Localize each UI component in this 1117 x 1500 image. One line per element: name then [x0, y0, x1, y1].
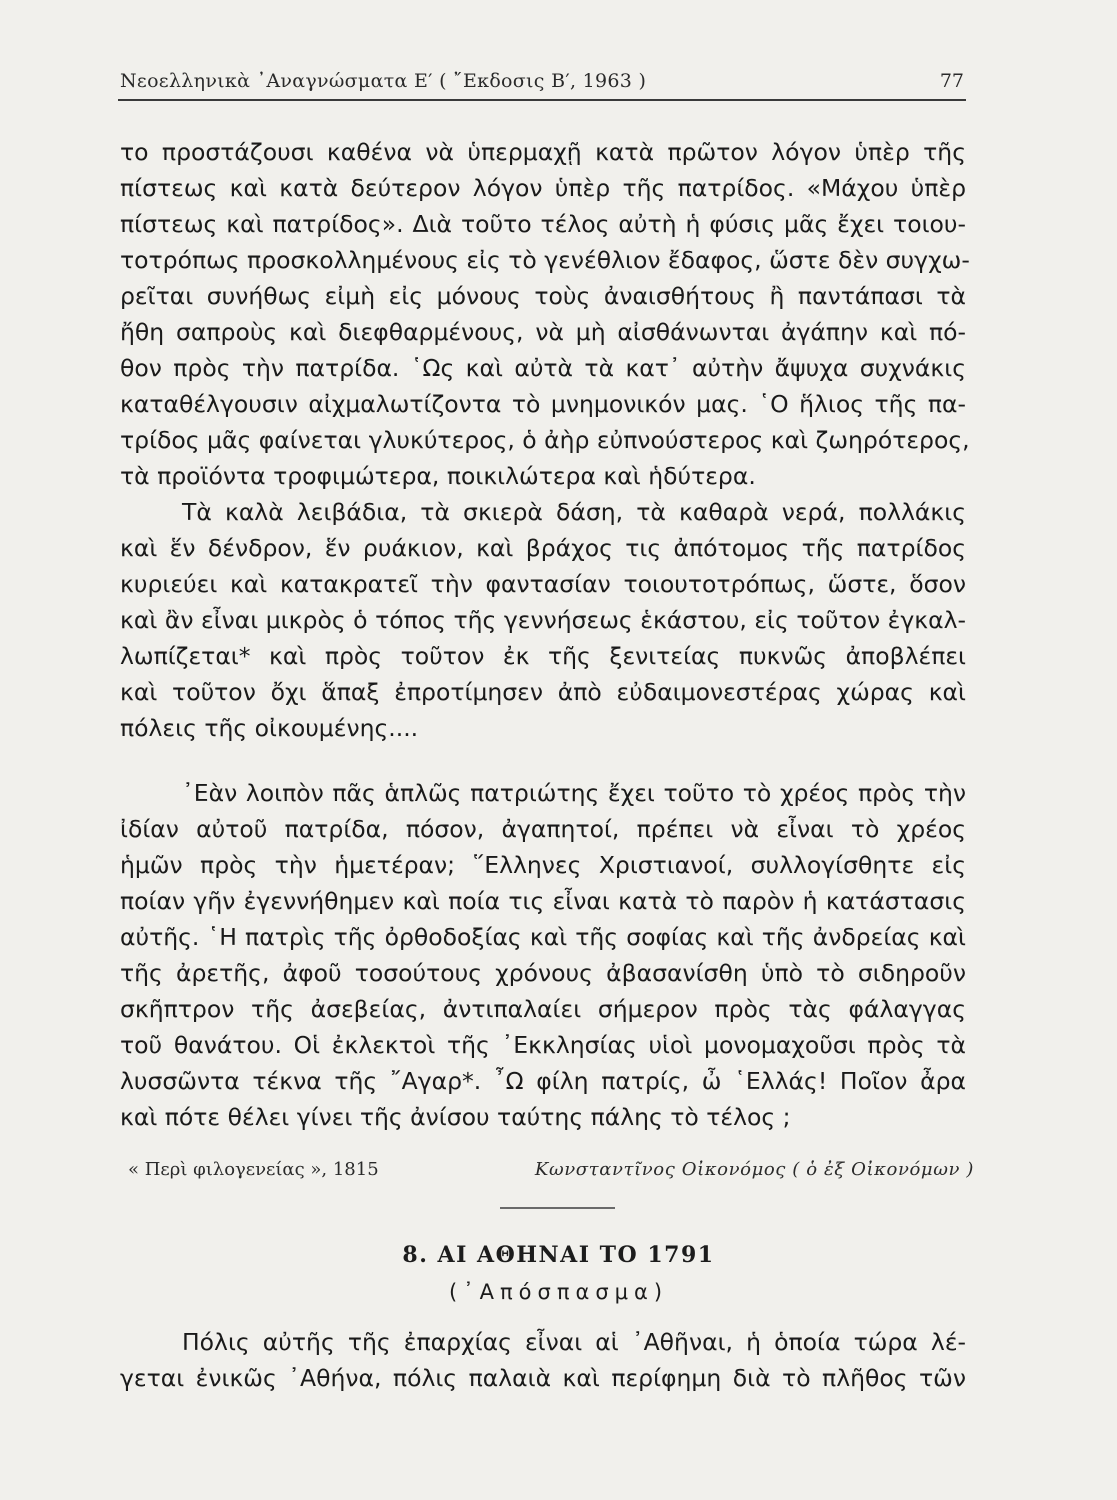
text-line: Πόλις αὐτῆς τῆς ἐπαρχίας εἶναι αἱ ᾿Αθῆναι, ἡ ὁποία τώρα λέ- [182, 1328, 966, 1356]
text-line: καὶ ἂν εἶναι μικρὸς ὁ τόπος τῆς γεννήσεως ἑκάστου, εἰς τοῦτον ἐγκαλ- [120, 606, 966, 634]
text-line: τῆς ἀρετῆς, ἀφοῦ τοσούτους χρόνους ἀβασανίσθη ὑπὸ τὸ σιδηροῦν [120, 959, 966, 987]
text-line: τοῦ θανάτου. Οἱ ἐκλεκτοὶ τῆς ᾿Εκκλησίας υἱοὶ μονομαχοῦσι πρὸς τὰ [120, 1031, 966, 1059]
text-line: καταθέλγουσιν αἰχμαλωτίζοντα τὸ μνημονικόν μας. ῾Ο ἥλιος τῆς πα- [120, 390, 966, 418]
text-line: ἰδίαν αὐτοῦ πατρίδα, πόσον, ἀγαπητοί, πρέπει νὰ εἶναι τὸ χρέος [120, 815, 966, 843]
section-title: 8. ΑΙ ΑΘΗΝΑΙ ΤΟ 1791 [402, 1242, 715, 1268]
text-line: ποίαν γῆν ἐγεννήθημεν καὶ ποία τις εἶναι κατὰ τὸ παρὸν ἡ κατάστασις [120, 887, 966, 915]
text-line: καὶ τοῦτον ὄχι ἅπαξ ἐπροτίμησεν ἀπὸ εὐδαιμονεστέρας χώρας καὶ [120, 678, 966, 706]
text-line: τὰ προϊόντα τροφιμώτερα, ποικιλώτερα καὶ ἡδύτερα. [120, 462, 756, 490]
text-line: λωπίζεται* καὶ πρὸς τοῦτον ἐκ τῆς ξενιτείας πυκνῶς ἀποβλέπει [120, 642, 966, 670]
text-line: θον πρὸς τὴν πατρίδα. ῾Ως καὶ αὐτὰ τὰ κατ᾿ αὐτὴν ἄψυχα συχνάκις [120, 354, 966, 382]
text-line: ἡμῶν πρὸς τὴν ἡμετέραν; ῞Ελληνες Χριστιανοί, συλλογίσθητε εἰς [120, 851, 966, 879]
text-line: καὶ πότε θέλει γίνει τῆς ἀνίσου ταύτης πάλης τὸ τέλος ; [120, 1103, 791, 1131]
text-line: πίστεως καὶ πατρίδος». Διὰ τοῦτο τέλος αὐτὴ ἡ φύσις μᾶς ἔχει τοιου- [120, 210, 966, 238]
text-line: ἤθη σαπροὺς καὶ διεφθαρμένους, νὰ μὴ αἰσθάνωνται ἀγάπην καὶ πό- [120, 318, 966, 346]
text-line: πόλεις τῆς οἰκουμένης.... [120, 714, 419, 742]
running-header [118, 66, 966, 98]
section-divider [500, 1207, 615, 1209]
citation-author: Κωνσταντῖνος Οἰκονόμος ( ὁ ἐξ Οἰκονόμων ) [534, 1159, 974, 1180]
citation-source: « Περὶ φιλογενείας », 1815 [128, 1159, 379, 1180]
text-line: αὐτῆς. ῾Η πατρὶς τῆς ὀρθοδοξίας καὶ τῆς σοφίας καὶ τῆς ἀνδρείας καὶ [120, 923, 966, 951]
text-line: ᾿Εὰν λοιπὸν πᾶς ἁπλῶς πατριώτης ἔχει τοῦτο τὸ χρέος πρὸς τὴν [182, 779, 966, 807]
text-line: λυσσῶντα τέκνα τῆς ῎Αγαρ*. ῏Ω φίλη πατρίς, ὦ ῾Ελλάς! Ποῖον ἆρα [120, 1067, 966, 1095]
text-line: κυριεύει καὶ κατακρατεῖ τὴν φαντασίαν τοιουτοτρόπως, ὥστε, ὅσον [120, 570, 966, 598]
text-line: ρεῖται συνήθως εἰμὴ εἰς μόνους τοὺς ἀναισθήτους ἢ παντάπασι τὰ [120, 282, 966, 310]
page-number: 77 [939, 70, 964, 92]
text-line: γεται ἐνικῶς ᾿Αθήνα, πόλις παλαιὰ καὶ περίφημη διὰ τὸ πλῆθος τῶν [120, 1364, 966, 1392]
header-title: Νεοελληνικὰ ᾿Αναγνώσματα Ε′ ( ῎Εκδοσις Β′, 1963 ) [120, 70, 647, 92]
text-line: Τὰ καλὰ λειβάδια, τὰ σκιερὰ δάση, τὰ καθαρὰ νερά, πολλάκις [182, 498, 966, 526]
text-line: τρίδος μᾶς φαίνεται γλυκύτερος, ὁ ἀὴρ εὐπνούστερος καὶ ζωηρότερος, [120, 426, 970, 454]
citation [128, 1157, 974, 1187]
text-line: τοτρόπως προσκολλημένους εἰς τὸ γενέθλιον ἔδαφος, ὥστε δὲν συγχω- [120, 246, 970, 274]
text-line: πίστεως καὶ κατὰ δεύτερον λόγον ὑπὲρ τῆς πατρίδος. «Μάχου ὑπὲρ [120, 174, 966, 202]
text-line: το προστάζουσι καθένα νὰ ὑπερμαχῇ κατὰ πρῶτον λόγον ὑπὲρ τῆς [120, 138, 966, 166]
header-rule [118, 99, 966, 101]
text-line: καὶ ἕν δένδρον, ἕν ρυάκιον, καὶ βράχος τις ἀπότομος τῆς πατρίδος [120, 534, 966, 562]
text-line: σκῆπτρον τῆς ἀσεβείας, ἀντιπαλαίει σήμερον πρὸς τὰς φάλαγγας [120, 995, 966, 1023]
section-subtitle: (᾿Απόσπασμα) [448, 1280, 669, 1304]
